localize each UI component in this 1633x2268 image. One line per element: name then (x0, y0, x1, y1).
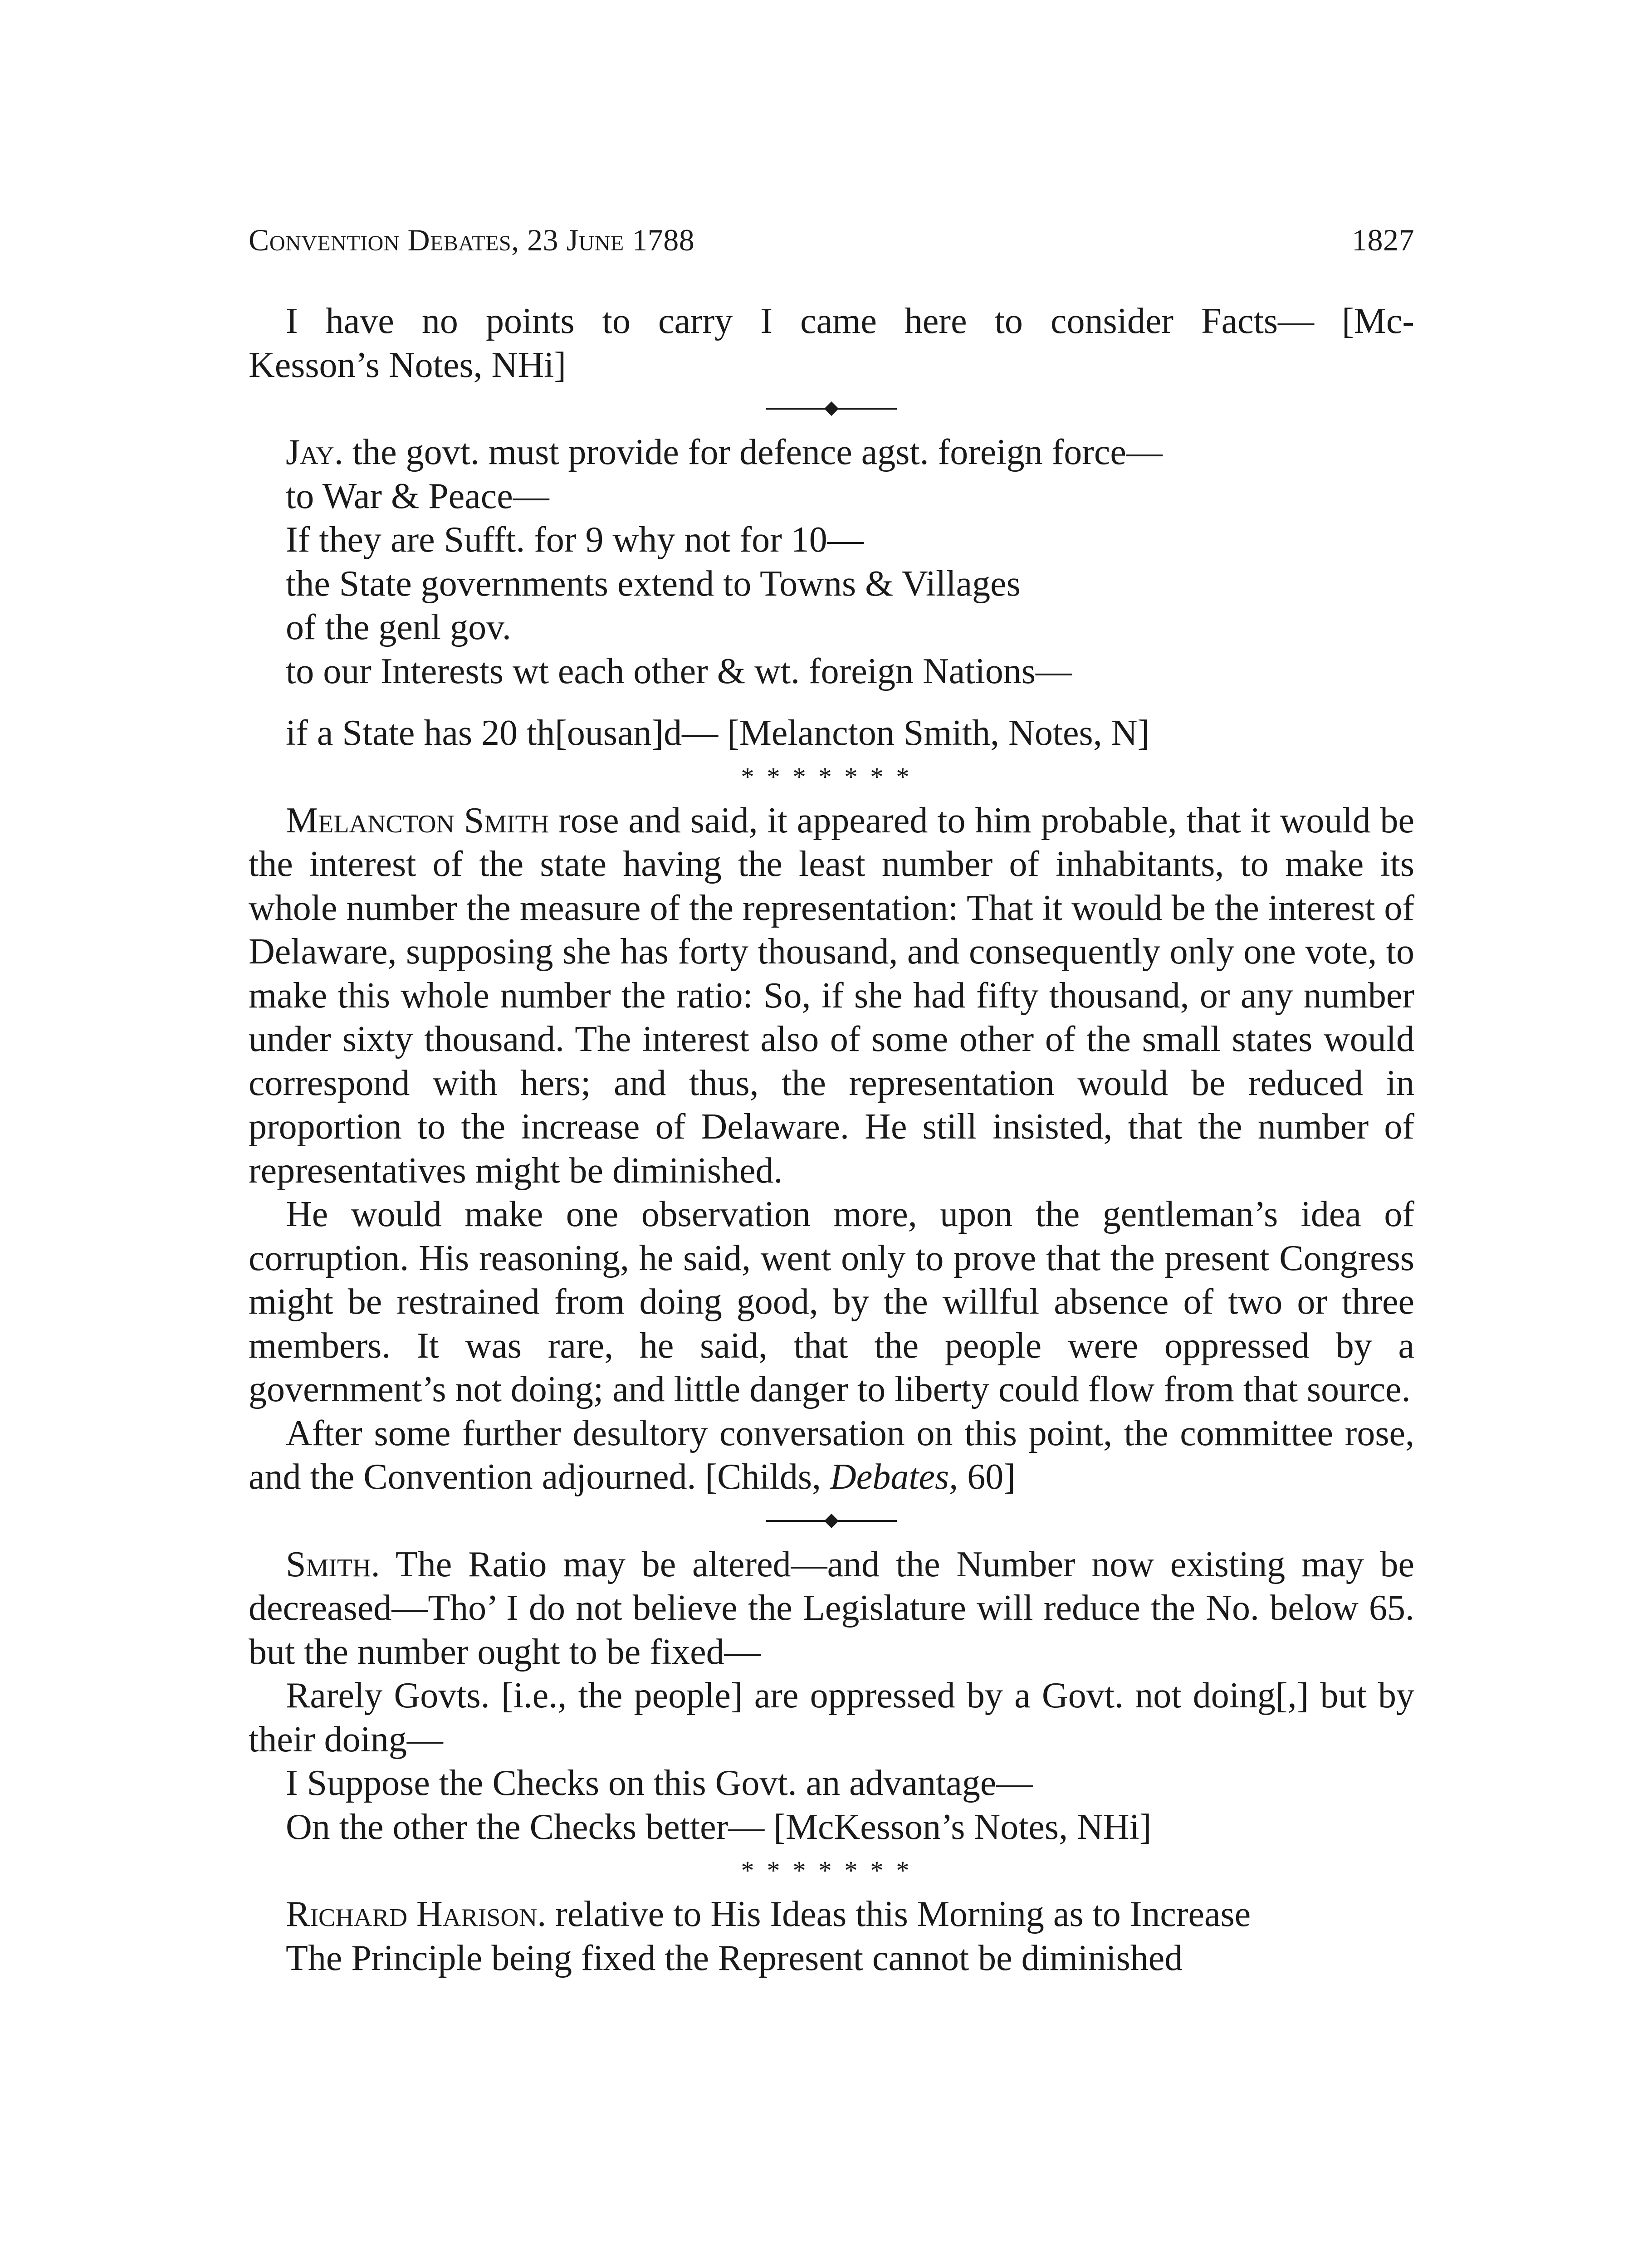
asterisk-separator: ******* (741, 762, 922, 792)
section-ornament (249, 387, 1414, 430)
text-line: if a State has 20 th[ousan]d— [Melancton Smith, Notes, N] (286, 713, 1150, 753)
speaker-name: Jay (286, 432, 334, 472)
text-line: The Principle being fixed the Represent cannot be diminished (286, 1938, 1183, 1978)
text-line: to War & Peace— (286, 476, 549, 516)
text-line: On the other the Checks better— [McKesson’s Notes, NHi] (286, 1807, 1152, 1847)
paragraph: Smith. The Ratio may be altered—and the Number now existing may be decreased—Tho’ I do not believe the Legislature will reduce the No. below 65. but the number ought to be fixed— (249, 1544, 1414, 1672)
asterisk-separator: ******* (741, 1856, 922, 1885)
body-text (249, 299, 1414, 1980)
section-ornament (249, 1499, 1414, 1543)
text-line: I Suppose the Checks on this Govt. an advantage— (286, 1763, 1033, 1803)
text-line: of the genl gov. (286, 607, 511, 647)
text-line: Kesson’s Notes, NHi] (249, 345, 566, 385)
diamond-rule-icon (763, 400, 900, 418)
paragraph: He would make one observation more, upon the gentleman’s idea of corruption. His reasoning, he said, went only to prove that the present Congress might be restrained from doing good, by the willful absence of two or three members. It was rare, he said, that the people were oppressed by a government’s not doing; and little danger to liberty could flow from that source. (249, 1194, 1414, 1409)
running-header (249, 222, 1414, 268)
jay-notes (249, 430, 1414, 755)
page-number: 1827 (1352, 223, 1414, 257)
text-line: to our Interests wt each other & wt. foreign Nations— (286, 651, 1072, 691)
text-line: Jay. the govt. must provide for defence agst. foreign force— (286, 432, 1163, 472)
speaker-name: Melancton Smith (286, 800, 549, 841)
speaker-name: Smith (286, 1544, 371, 1584)
paragraph: After some further desultory conversation on this point, the committee rose, and the Convention adjourned. [Childs, Debates, 60] (249, 1413, 1414, 1497)
text-line: I have no points to carry I came here to consider Facts— [Mc- (286, 301, 1414, 341)
paragraph: Rarely Govts. [i.e., the people] are oppressed by a Govt. not doing[,] but by their doing— (249, 1676, 1414, 1760)
running-title: Convention Debates, 23 June 1788 (249, 223, 695, 257)
text-line: Richard Harison. relative to His Ideas this Morning as to Increase (286, 1894, 1251, 1934)
text-line: the State governments extend to Towns & Villages (286, 563, 1021, 604)
citation-title: Debates, (830, 1457, 958, 1497)
speaker-name: Richard Harison (286, 1894, 538, 1934)
diamond-rule-icon (763, 1512, 900, 1530)
text-line: If they are Sufft. for 9 why not for 10— (286, 520, 864, 560)
paragraph: Melancton Smith rose and said, it appeared to him probable, that it would be the interest of the state having the least number of inhabitants, to make its whole number the measure of the representation: That it would be the interest of Delaware, supposing she has forty thousand, and consequently only one vote, to make this whole number the ratio: So, if she had fifty thousand, or any number under sixty thousand. The interest also of some other of the small states would correspond with hers; and thus, the representation would be reduced in proportion to the increase of Delaware. He still insisted, that the number of representatives might be diminished. (249, 800, 1414, 1191)
